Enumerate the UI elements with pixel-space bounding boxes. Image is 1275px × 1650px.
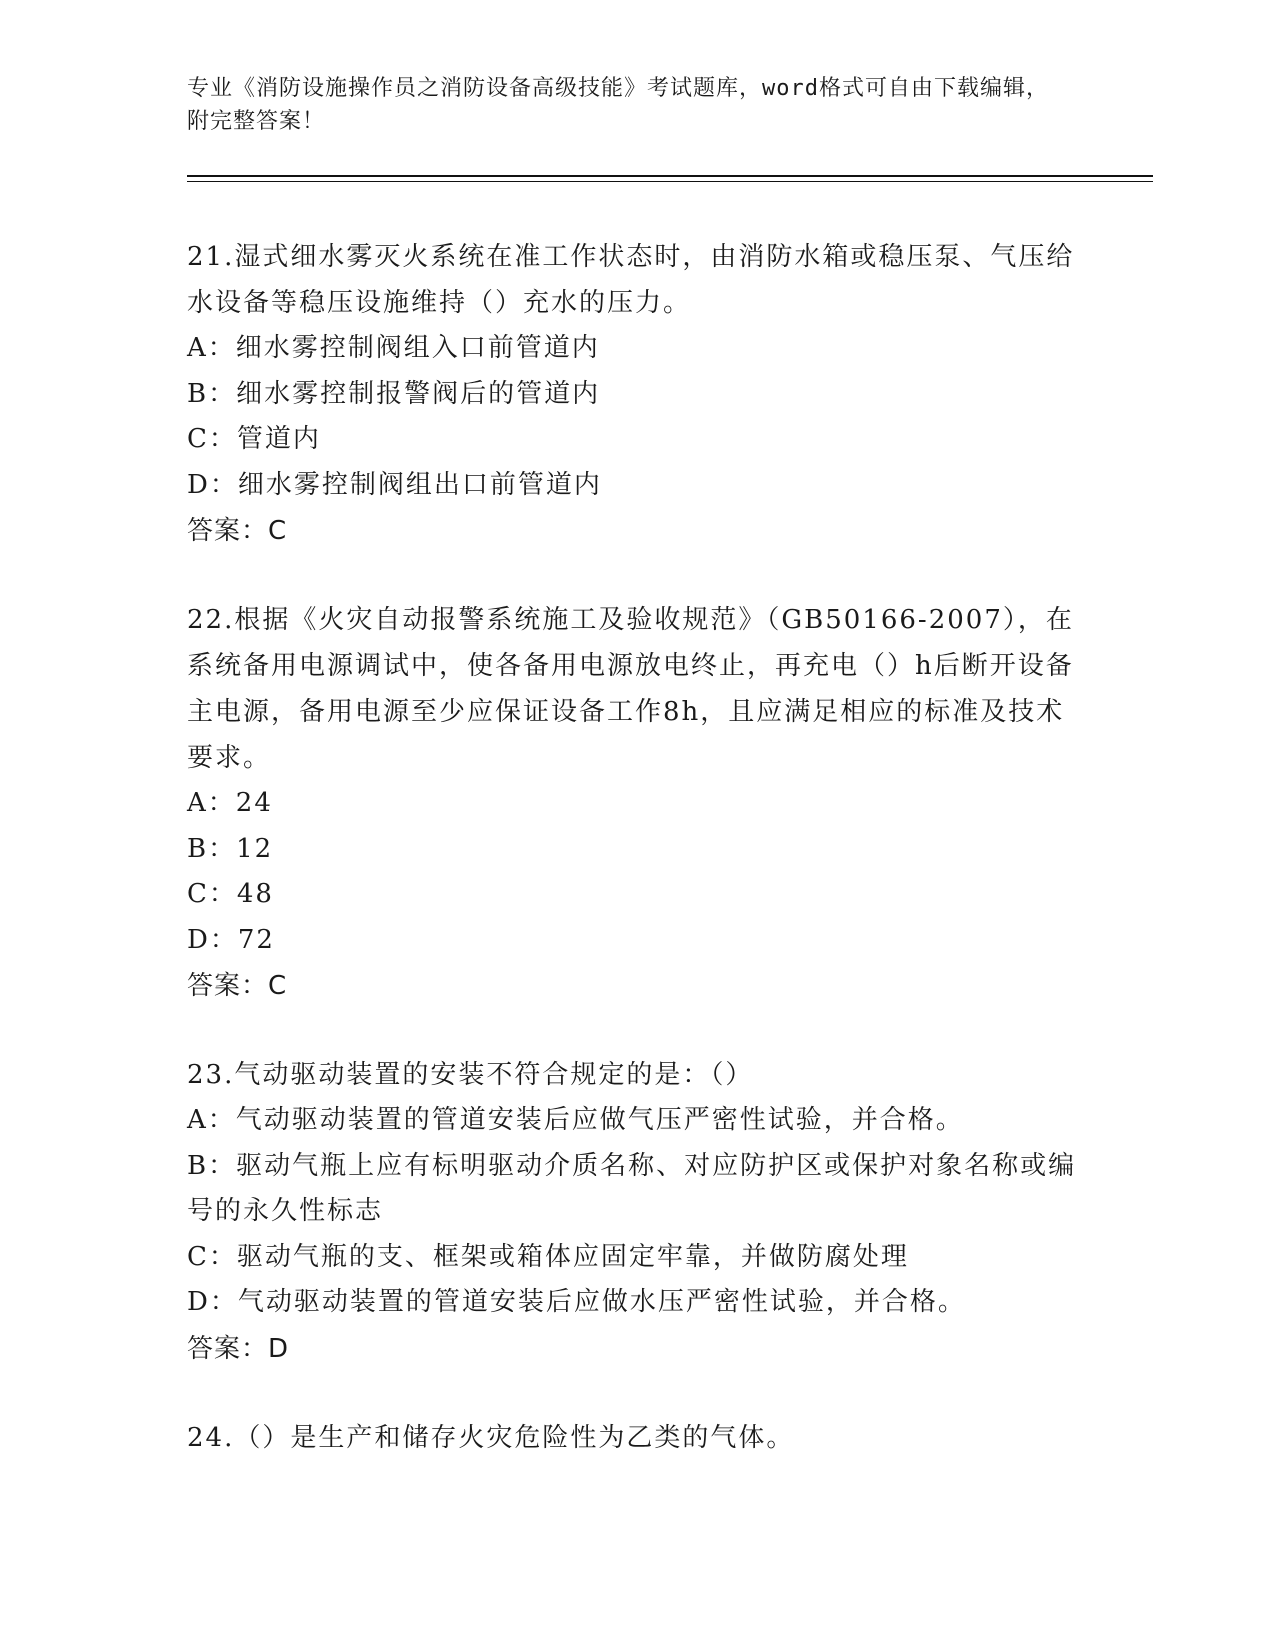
option-b: B：驱动气瓶上应有标明驱动介质名称、对应防护区或保护对象名称或编号的永久性标志 (187, 1150, 1077, 1226)
option-d: D：72 (187, 924, 275, 955)
option-d: D：气动驱动装置的管道安装后应做水压严密性试验，并合格。 (187, 1287, 966, 1317)
question-stem: 23.气动驱动装置的安装不符合规定的是：（） (187, 1060, 754, 1090)
answer: 答案：C (187, 971, 288, 1001)
option-a: A：细水雾控制阀组入口前管道内 (187, 333, 600, 363)
option-b: B：细水雾控制报警阀后的管道内 (187, 378, 601, 409)
header-divider-thick (187, 175, 1153, 177)
option-c: C：48 (187, 879, 274, 909)
answer: 答案：D (187, 1333, 290, 1364)
question-21 (187, 234, 1087, 554)
option-c: C：管道内 (187, 424, 321, 454)
question-list (187, 234, 1087, 1461)
question-24 (187, 1415, 1087, 1461)
question-22 (187, 597, 1087, 1009)
option-c: C：驱动气瓶的支、框架或箱体应固定牢靠，并做防腐处理 (187, 1241, 909, 1272)
option-d: D：细水雾控制阀组出口前管道内 (187, 469, 602, 500)
option-a: A：24 (187, 788, 273, 818)
question-stem: 22.根据《火灾自动报警系统施工及验收规范》（GB50166-2007），在系统备用电源调试中，使各备用电源放电终止，再充电（）h后断开设备主电源，备用电源至少应保证设备工作8h，且应满足相应的标准及技术要求。 (187, 605, 1074, 773)
header-divider-thin (187, 181, 1153, 182)
question-23 (187, 1052, 1087, 1372)
answer: 答案：C (187, 516, 288, 546)
document-header: 专业《消防设施操作员之消防设备高级技能》考试题库，word格式可自由下载编辑，附完整答案！ (187, 76, 1049, 134)
option-b: B：12 (187, 833, 274, 864)
question-stem: 24.（）是生产和储存火灾危险性为乙类的气体。 (187, 1422, 795, 1453)
option-a: A：气动驱动装置的管道安装后应做气压严密性试验，并合格。 (187, 1105, 964, 1135)
question-stem: 21.湿式细水雾灭火系统在准工作状态时，由消防水箱或稳压泵、气压给水设备等稳压设施维持（）充水的压力。 (187, 242, 1075, 318)
